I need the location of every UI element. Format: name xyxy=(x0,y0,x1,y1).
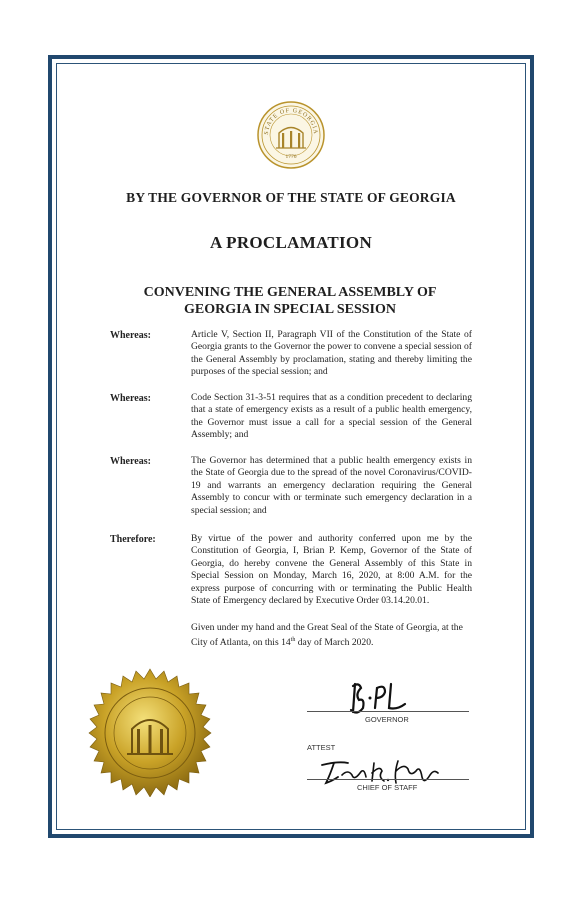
given-ordinal: th xyxy=(290,637,296,644)
issuer-heading: BY THE GOVERNOR OF THE STATE OF GEORGIA xyxy=(126,190,456,205)
clause-label: Whereas: xyxy=(110,330,151,341)
attest-label: ATTEST xyxy=(307,743,336,752)
clause-text: The Governor has determined that a public health emergency exists in the State of Georgia due to the spread of the novel Coronavirus/COVID-19 and warrants an emergency declaration requiring the General Assembly to concur with or terminate such emergency declaration in a special session; and xyxy=(191,455,472,516)
clause-label: Whereas: xyxy=(110,456,151,467)
clause-label: Whereas: xyxy=(110,393,151,404)
subtitle-line-2: GEORGIA IN SPECIAL SESSION xyxy=(183,302,397,317)
document-title: A PROCLAMATION xyxy=(209,233,373,252)
given-under-hand xyxy=(191,622,472,650)
subtitle-line-1: CONVENING THE GENERAL ASSEMBLY OF xyxy=(143,285,437,300)
state-seal-icon xyxy=(256,100,326,170)
document-subtitle xyxy=(100,284,480,318)
clause-text: Article V, Section II, Paragraph VII of the Constitution of the State of Georgia grants to the Governor the power to convene a special session of the General Assembly by proclamation, stating and thereby limiting the purposes of the special session; and xyxy=(191,329,472,378)
clause-text: Code Section 31-3-51 requires that as a condition precedent to declaring that a state of emergency exists as a result of a public health emergency, the Governor must issue a call for a special session of the General Assembly; and xyxy=(191,392,472,441)
given-text-end: day of March 2020. xyxy=(295,637,374,649)
seal-text: STATE OF GEORGIA xyxy=(263,107,319,136)
governor-label: GOVERNOR xyxy=(365,715,409,724)
chief-of-staff-label: CHIEF OF STAFF xyxy=(357,783,418,792)
great-seal-icon xyxy=(80,667,220,797)
governor-signature-icon xyxy=(345,678,415,718)
clause-text: By virtue of the power and authority conferred upon me by the Constitution of Georgia, I, Brian P. Kemp, Governor of the State of Georgia, do hereby convene the General Assembly of this State in Special Session on Monday, March 16, 2020, at 8:00 A.M. for the express purpose of concurring with or terminating the Public Health State of Emergency declared by Executive Order 03.14.20.01. xyxy=(191,533,472,607)
chief-of-staff-signature-line xyxy=(307,779,469,780)
given-text-start: Given under my hand and the Great Seal of the State of Georgia, at the City of Atlanta, on this 14 xyxy=(191,622,463,649)
seal-year: 1776 xyxy=(285,154,297,160)
clause-label: Therefore: xyxy=(110,534,156,545)
governor-signature-line xyxy=(307,711,469,712)
